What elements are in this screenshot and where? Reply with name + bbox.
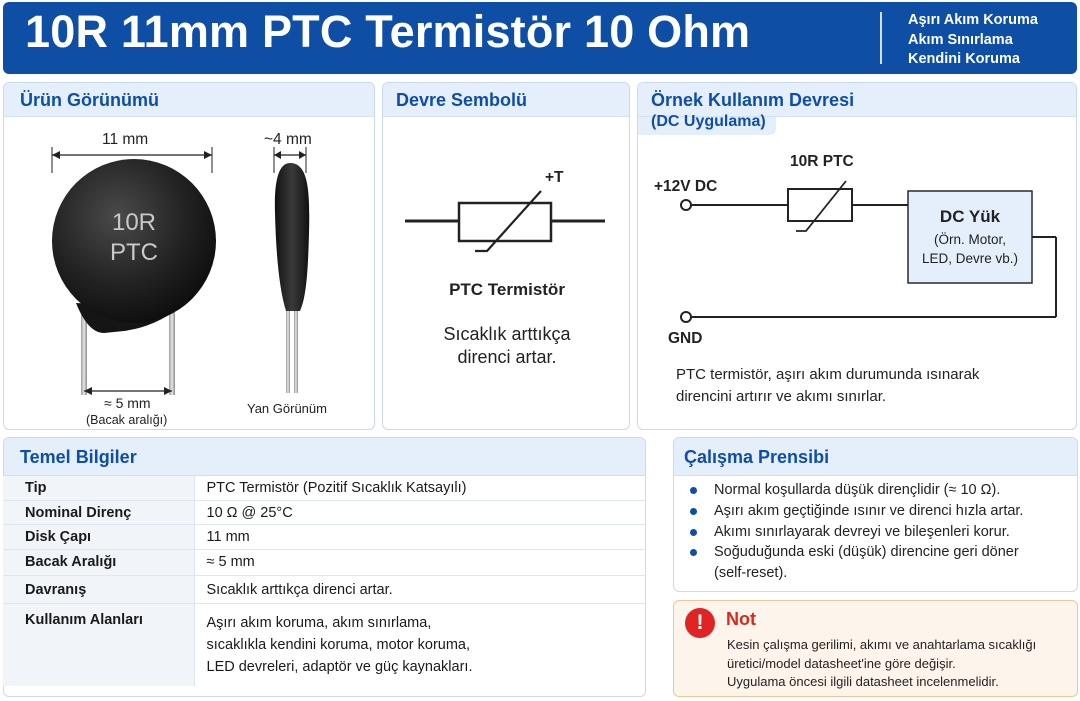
principle-list — [690, 480, 1050, 584]
list-item: Aşırı akım geçtiğinde ısınır ve direnci hızla artar. — [690, 501, 1050, 522]
page-title: 10R 11mm PTC Termistör 10 Ohm — [25, 6, 751, 57]
row-value: PTC Termistör (Pozitif Sıcaklık Katsayılı) — [194, 476, 646, 500]
row-key: Bacak Aralığı — [3, 549, 194, 575]
table-row — [3, 603, 646, 686]
note-line: üretici/model datasheet'ine göre değişir. — [727, 655, 956, 671]
value-line: Aşırı akım koruma, akım sınırlama, — [206, 614, 432, 631]
panel-header — [4, 438, 645, 476]
marking-line: 10R — [111, 209, 157, 236]
caption-line: PTC termistör, aşırı akım durumunda ısınarak — [676, 366, 980, 383]
width-label: 11 mm — [102, 131, 149, 148]
side-view-caption: Yan Görünüm — [247, 401, 327, 416]
symbol-description — [383, 323, 630, 369]
note-panel — [673, 600, 1078, 697]
lead-left — [81, 311, 87, 395]
row-key: Tip — [3, 476, 194, 500]
header-divider — [880, 12, 882, 64]
table-row — [3, 549, 646, 575]
product-view-panel — [3, 82, 375, 430]
header-tag: Kendini Koruma — [908, 51, 1020, 67]
lead-spacing-caption: (Bacak aralığı) — [86, 413, 168, 427]
value-line: sıcaklıkla kendini koruma, motor koruma, — [206, 636, 471, 653]
header-tag: Akım Sınırlama — [908, 31, 1013, 48]
supply-terminal — [681, 200, 691, 210]
side-lead-1 — [286, 305, 290, 393]
ptc-label: 10R PTC — [790, 153, 854, 170]
caption-line: direncini artırır ve akımı sınırlar. — [676, 388, 887, 405]
header-tag: Aşırı Akım Koruma — [908, 12, 1038, 28]
row-key: Kullanım Alanları — [3, 603, 194, 686]
list-item: Akımı sınırlayarak devreyi ve bileşenleri korur. — [690, 522, 1050, 543]
row-value: 11 mm — [194, 524, 646, 549]
row-value — [194, 603, 646, 686]
table-row — [3, 524, 646, 549]
panel-title: Çalışma Prensibi — [684, 447, 830, 467]
header-tags — [908, 11, 1038, 70]
header-banner — [3, 2, 1077, 74]
load-line: LED, Devre vb.) — [921, 251, 1019, 266]
load-title: DC Yük — [939, 207, 1001, 226]
row-key: Nominal Direnç — [3, 500, 194, 524]
value-line: LED devreleri, adaptör ve güç kaynakları. — [206, 658, 473, 675]
panel-subtitle: (DC Uygulama) — [651, 113, 766, 130]
row-value: ≈ 5 mm — [194, 549, 646, 575]
row-key: Davranış — [3, 575, 194, 603]
panel-title: Temel Bilgiler — [20, 447, 137, 467]
table-row — [3, 575, 646, 603]
ptc-symbol-small — [788, 189, 852, 221]
table-row — [3, 476, 646, 500]
example-circuit-panel — [637, 82, 1077, 430]
list-item: Normal koşullarda düşük dirençlidir (≈ 10 Ω). — [690, 480, 1050, 501]
side-lead-2 — [294, 305, 298, 393]
supply-label: +12V DC — [654, 178, 718, 195]
temp-label: +T — [545, 169, 564, 186]
note-line: Kesin çalışma gerilimi, akımı ve anahtarlama sıcaklığı — [727, 637, 1037, 652]
panel-title: Ürün Görünümü — [20, 90, 159, 110]
panel-title: Devre Sembolü — [396, 90, 528, 110]
product-illustration — [4, 83, 375, 430]
note-title: Not — [726, 609, 756, 629]
note-line: Uygulama öncesi ilgili datasheet incelenmelidir. — [727, 674, 999, 689]
basic-info-table — [3, 476, 646, 686]
list-item: Soğuduğunda eski (düşük) direncine geri döner (self-reset). — [690, 542, 1050, 584]
circuit-symbol-panel — [382, 82, 630, 430]
row-key: Disk Çapı — [3, 524, 194, 549]
ptc-side-body — [275, 163, 309, 311]
description-line: Sıcaklık arttıkça — [443, 324, 571, 344]
disc-marking — [100, 208, 168, 268]
table-row — [3, 500, 646, 524]
symbol-name: PTC Termistör — [449, 280, 565, 299]
load-line: (Örn. Motor, — [933, 232, 1006, 247]
row-value: Sıcaklık arttıkça direnci artar. — [194, 575, 646, 603]
note-body — [727, 636, 1072, 692]
thickness-label: ~4 mm — [264, 131, 312, 148]
ptc-symbol — [383, 83, 630, 283]
description-line: direnci artar. — [457, 347, 557, 367]
lead-right — [169, 311, 175, 395]
gnd-terminal — [681, 312, 691, 322]
marking-line: PTC — [110, 239, 158, 266]
circuit-caption — [676, 364, 979, 408]
lead-spacing-label: ≈ 5 mm — [104, 395, 151, 411]
panel-header — [674, 438, 1077, 476]
gnd-label: GND — [668, 330, 703, 347]
panel-title: Örnek Kullanım Devresi — [651, 90, 855, 110]
symbol-body — [459, 203, 551, 241]
warning-icon: ! — [685, 608, 715, 638]
row-value: 10 Ω @ 25°C — [194, 500, 646, 524]
dc-load-text — [908, 207, 1032, 268]
